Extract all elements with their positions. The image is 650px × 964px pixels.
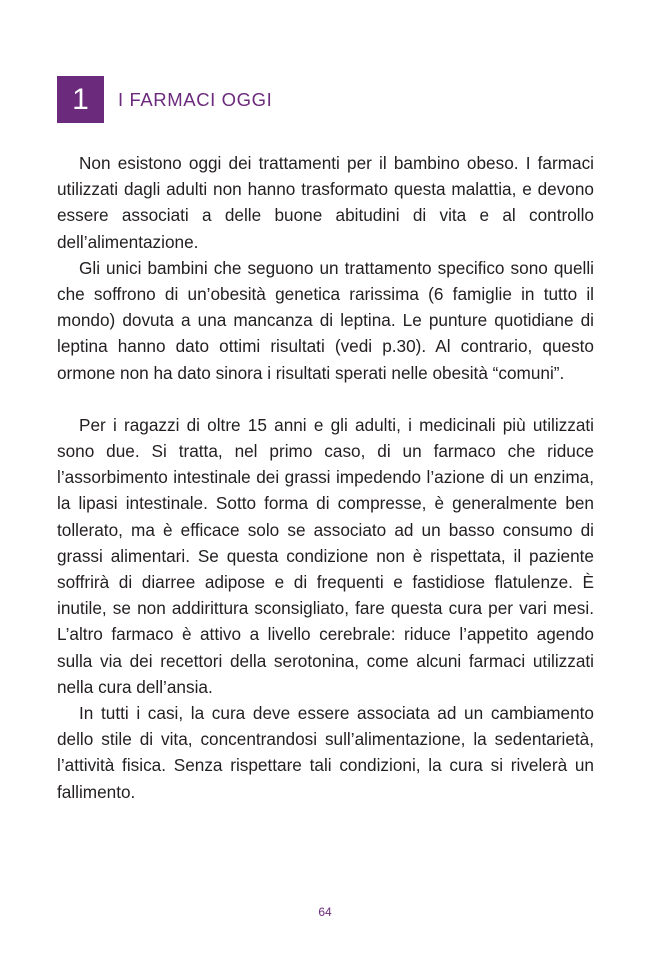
body-text (57, 150, 594, 805)
paragraph: Per i ragazzi di oltre 15 anni e gli adulti, i medicinali più utilizzati sono due. Si tratta, nel primo caso, di un farmaco che riduce l’assorbimento intestinale dei grassi impedendo l’azione di un enzima, la lipasi intestinale. Sotto forma di compresse, è generalmente ben tollerato, ma è efficace solo se associato ad un basso consumo di grassi alimentari. Se questa condizione non è rispettata, il paziente soffrirà di diarree adipose e di frequenti e fastidiose flatulenze. È inutile, se non addirittura sconsigliato, fare questa cura per vari mesi. L’altro farmaco è attivo a livello cerebrale: riduce l’appetito agendo sulla via dei recettori della serotonina, come alcuni farmaci utilizzati nella cura dell’ansia. (57, 414, 594, 697)
paragraph: Non esistono oggi dei trattamenti per il bambino obeso. I farmaci utilizzati dagli adulti non hanno trasformato questa malattia, e devono essere associati a delle buone abitudini di vita e al controllo dell’alimentazione. (57, 153, 594, 252)
chapter-number-badge: 1 (57, 76, 104, 123)
paragraph: In tutti i casi, la cura deve essere associata ad un cambiamento dello stile di vita, concentrandosi sull’alimentazione, la sedentarietà, l’attività fisica. Senza rispettare tali condizioni, la cura si rivelerà un fallimento. (57, 703, 594, 802)
chapter-header (57, 76, 272, 123)
paragraph: Gli unici bambini che seguono un trattamento specifico sono quelli che soffrono di un’obesità genetica rarissima (6 famiglie in tutto il mondo) dovuta a una mancanza di leptina. Le punture quotidiane di leptina hanno dato ottimi risultati (vedi p.30). Al contrario, questo ormone non ha dato sinora i risultati sperati nelle obesità “comuni”. (57, 257, 594, 383)
chapter-title: I FARMACI OGGI (118, 88, 273, 110)
page-number: 64 (318, 905, 332, 919)
